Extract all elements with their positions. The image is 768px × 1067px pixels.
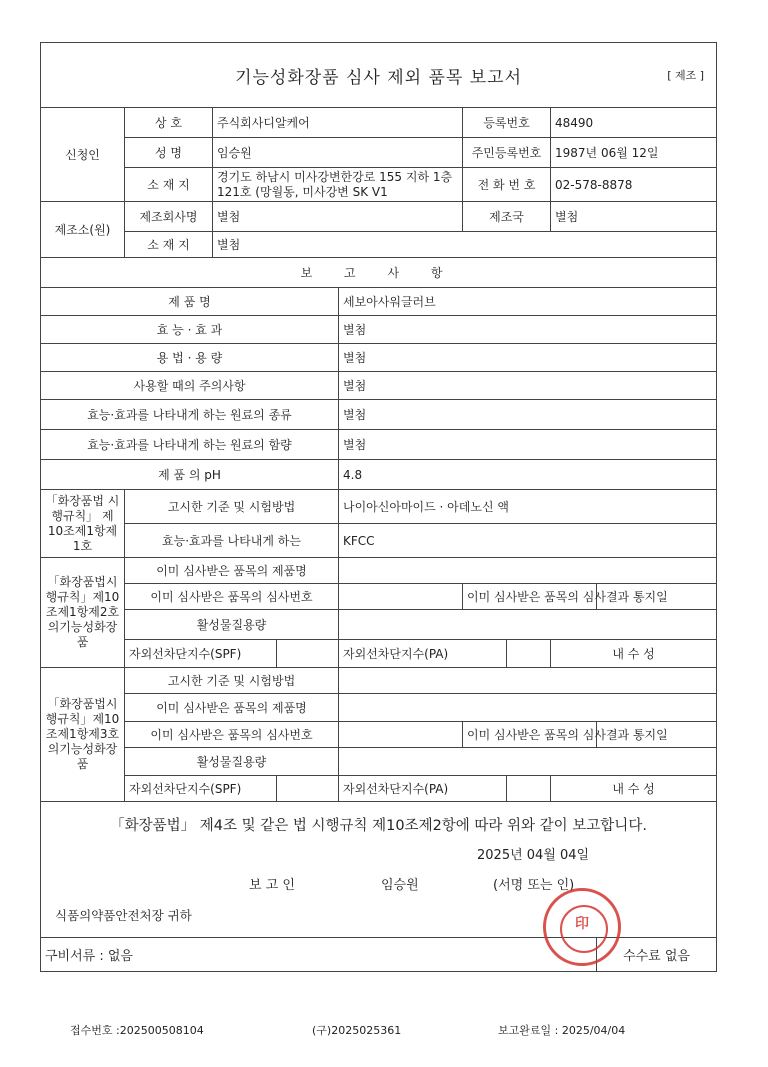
rule1-std-value: 나이아신아마이드 · 아데노신 액 — [339, 490, 717, 524]
rule1-raw-value: KFCC — [339, 524, 717, 558]
rule3-pa-value — [507, 776, 551, 802]
rule1-group-label: 「화장품법 시행규칙」 제10조제1항제1호 — [41, 490, 125, 558]
rule2-prod-label: 이미 심사받은 품목의 제품명 — [125, 558, 339, 584]
report-row-value: 별첨 — [339, 430, 717, 460]
rule3-exam-value — [339, 722, 463, 748]
rule2-pa-label: 자외선차단지수(PA) — [339, 640, 507, 668]
rule2-pa-value — [507, 640, 551, 668]
rule2-active-label: 활성물질용량 — [125, 610, 339, 640]
report-row-label: 효능·효과를 나타내게 하는 원료의 함량 — [41, 430, 339, 460]
report-row-value: 별첨 — [339, 372, 717, 400]
applicant-group-label: 신청인 — [41, 108, 125, 202]
mfr-addr-value: 별첨 — [213, 232, 717, 258]
name-label: 성 명 — [125, 138, 213, 168]
rule3-spf-value — [277, 776, 339, 802]
report-row-value: 세보아사워글러브 — [339, 288, 717, 316]
tel-value: 02-578-8878 — [551, 168, 717, 202]
report-date: 2025년 04월 04일 — [477, 848, 590, 863]
old-number: (구)2025025361 — [312, 1024, 402, 1037]
seal-stamp — [543, 888, 621, 966]
report-row-value: 별첨 — [339, 316, 717, 344]
mfr-company-label: 제조회사명 — [125, 202, 213, 232]
addr-value: 경기도 하남시 미사강변한강로 155 지하 1층 121호 (망월동, 미사강변 SK V1 — [213, 168, 463, 202]
rule3-prod-value — [339, 694, 717, 722]
report-row-value: 별첨 — [339, 344, 717, 372]
report-row-label: 제 품 명 — [41, 288, 339, 316]
attachments: 구비서류 : 없음 — [41, 938, 597, 972]
rule3-active-value — [339, 748, 717, 776]
rule2-water-label: 내 수 성 — [551, 640, 717, 668]
rule3-water-label: 내 수 성 — [551, 776, 717, 802]
report-row-label: 효능·효과를 나타내게 하는 원료의 종류 — [41, 400, 339, 430]
rule3-active-label: 활성물질용량 — [125, 748, 339, 776]
name-value: 임승원 — [213, 138, 463, 168]
tel-label: 전 화 번 호 — [463, 168, 551, 202]
regno-label: 등록번호 — [463, 108, 551, 138]
rule3-group-label: 「화장품법시행규칙」제10조제1항제3호의기능성화장품 — [41, 668, 125, 802]
completion-date: 보고완료일 : 2025/04/04 — [498, 1024, 626, 1037]
report-row-label: 용 법 · 용 량 — [41, 344, 339, 372]
rule2-exam-label: 이미 심사받은 품목의 심사번호 — [125, 584, 339, 610]
declaration-text: 「화장품법」 제4조 및 같은 법 시행규칙 제10조제2항에 따라 위와 같이 보고합니다. — [110, 818, 647, 834]
addressee: 식품의약품안전처장 귀하 — [55, 908, 192, 923]
rule2-group-label: 「화장품법시행규칙」제10조제1항제2호의기능성화장품 — [41, 558, 125, 668]
signature-note: (서명 또는 인) — [493, 878, 575, 893]
doc-title: 기능성화장품 심사 제외 품목 보고서 — [235, 67, 523, 88]
rule3-std-label: 고시한 기준 및 시험방법 — [125, 668, 339, 694]
report-row-value: 4.8 — [339, 460, 717, 490]
report-row-value: 별첨 — [339, 400, 717, 430]
title-cell — [41, 43, 717, 108]
rule1-raw-label: 효능·효과를 나타내게 하는 — [125, 524, 339, 558]
reporter-label: 보 고 인 — [249, 878, 295, 893]
idno-label: 주민등록번호 — [463, 138, 551, 168]
report-section-label: 보 고 사 항 — [41, 258, 717, 288]
rule2-spf-label: 자외선차단지수(SPF) — [125, 640, 277, 668]
manufacturer-group-label: 제조소(원) — [41, 202, 125, 258]
receipt-number: 접수번호 :202500508104 — [70, 1024, 204, 1037]
mfr-company-value: 별첨 — [213, 202, 463, 232]
rule2-exam-value — [339, 584, 463, 610]
regno-value: 48490 — [551, 108, 717, 138]
report-row-label: 제 품 의 pH — [41, 460, 339, 490]
report-form — [40, 42, 716, 972]
addr-label: 소 재 지 — [125, 168, 213, 202]
rule2-result-label: 이미 심사받은 품목의 심사결과 통지일 — [463, 584, 597, 610]
report-table — [40, 42, 717, 972]
rule2-prod-value — [339, 558, 717, 584]
rule3-pa-label: 자외선차단지수(PA) — [339, 776, 507, 802]
rule2-active-value — [339, 610, 717, 640]
doc-kind: [ 제조 ] — [667, 69, 705, 82]
fee: 수수료 없음 — [597, 938, 717, 972]
company-value: 주식회사디알케어 — [213, 108, 463, 138]
mfr-country-value: 별첨 — [551, 202, 717, 232]
rule1-std-label: 고시한 기준 및 시험방법 — [125, 490, 339, 524]
company-label: 상 호 — [125, 108, 213, 138]
seal-text: 印 — [575, 916, 589, 932]
rule3-spf-label: 자외선차단지수(SPF) — [125, 776, 277, 802]
reporter-name: 임승원 — [381, 878, 419, 893]
rule3-result-label: 이미 심사받은 품목의 심사결과 통지일 — [463, 722, 597, 748]
report-row-label: 사용할 때의 주의사항 — [41, 372, 339, 400]
rule2-spf-value — [277, 640, 339, 668]
mfr-country-label: 제조국 — [463, 202, 551, 232]
idno-value: 1987년 06월 12일 — [551, 138, 717, 168]
rule3-prod-label: 이미 심사받은 품목의 제품명 — [125, 694, 339, 722]
report-row-label: 효 능 · 효 과 — [41, 316, 339, 344]
mfr-addr-label: 소 재 지 — [125, 232, 213, 258]
rule3-exam-label: 이미 심사받은 품목의 심사번호 — [125, 722, 339, 748]
rule3-std-value — [339, 668, 717, 694]
